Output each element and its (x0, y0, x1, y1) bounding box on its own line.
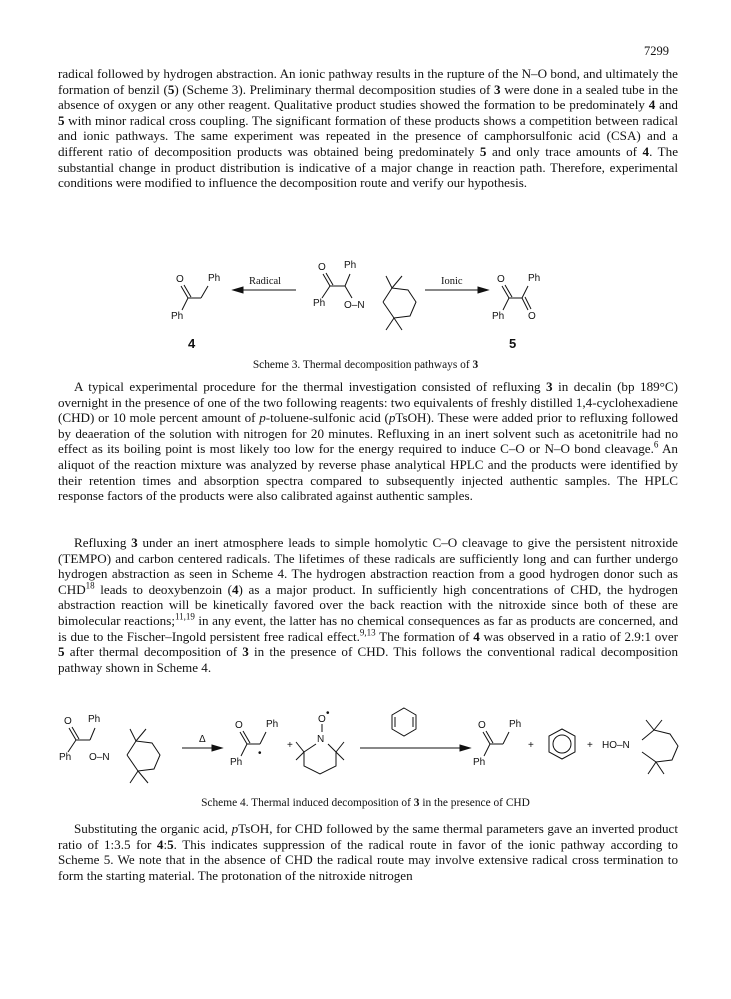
delta-label: Δ (199, 734, 206, 745)
svg-text:O: O (528, 311, 536, 322)
ionic-label: Ionic (441, 276, 463, 287)
svg-text:O: O (235, 720, 243, 731)
cyclohexadiene-icon (392, 708, 416, 736)
scheme-4-diagram (0, 700, 731, 790)
svg-text:O: O (497, 274, 505, 285)
svg-text:Ph: Ph (208, 273, 221, 284)
svg-text:O: O (64, 716, 72, 727)
svg-text:O: O (478, 720, 486, 731)
svg-text:Ph: Ph (344, 260, 357, 271)
benzene-icon (549, 729, 575, 759)
svg-text:O–N: O–N (344, 300, 365, 311)
tempo-radical (296, 708, 344, 774)
svg-text:Ph: Ph (59, 752, 72, 763)
svg-text:+: + (287, 740, 293, 751)
paragraph-3: Refluxing 3 under an inert atmosphere leads to simple homolytic C–O cleavage to give the persistent nitroxide (TEMPO) and carbon centered radicals. The lifetimes of these radicals are sufficiently long and can further undergo hydrogen abstraction as seen in Scheme 4. The hydrogen abstraction reaction from a good hydrogen donor such as CHD$^{18}$ leads to deoxybenzoin (4) as a major product. In sufficiently high concentrations of CHD, the hydrogen abstraction reaction will be kinetically favored over the back reaction with the nitroxide since both of these are bimolecular reactions;$^{11,19}$ in any event, the latter has no chemical consequences as far as products are concerned, and is due to the Fischer–Ingold persistent free radical effect.$^{9,13}$ The formation of 4 was observed in a ratio of 2.9:1 over 5 after thermal decomposition of 3 in the presence of CHD. This follows the conventional radical decomposition pathway shown in Scheme 4. (58, 535, 678, 675)
svg-text:Ph: Ph (473, 757, 486, 768)
compound-4-label: 4 (188, 336, 196, 351)
compound-5-structure (492, 273, 540, 351)
svg-text:Ph: Ph (313, 298, 326, 309)
compound-5-label: 5 (509, 336, 517, 351)
scheme-4-compound-3 (59, 714, 160, 783)
svg-text:Ph: Ph (492, 311, 505, 322)
svg-text:O: O (318, 714, 326, 725)
svg-text:•: • (326, 708, 330, 719)
tempo-h (602, 720, 678, 774)
svg-text:O–N: O–N (89, 752, 110, 763)
svg-text:•: • (258, 748, 262, 759)
carbon-radical (230, 719, 278, 768)
svg-text:Ph: Ph (230, 757, 243, 768)
compound-3-structure (313, 260, 416, 330)
svg-text:Ph: Ph (509, 719, 522, 730)
scheme-4-compound-4 (473, 719, 521, 768)
scheme-3-diagram (0, 250, 731, 360)
svg-text:Ph: Ph (171, 311, 184, 322)
scheme-4-caption: Scheme 4. Thermal induced decomposition of 3 in the presence of CHD (201, 797, 530, 809)
svg-text:Ph: Ph (88, 714, 101, 725)
paragraph-2: A typical experimental procedure for the thermal investigation consisted of refluxing 3 in decalin (bp 189°C) overnight in the presence of one of the two following reagents: two equivalents of freshly distilled 1,4-cyclohexadiene (CHD) or 10 mole percent amount of p-toluene-sulfonic acid (pTsOH). These were added prior to refluxing followed by deaeration of the solution with nitrogen for 20 minutes. Refluxing in an inert solvent such as acetonitrile had no effect as its boiling point is most likely too low for the energy required to induce C–O or N–O bond cleavage.$^6$ An aliquot of the reaction mixture was analyzed by reverse phase analytical HPLC and the products were identified by their retention times and absorption spectra compared to subsequently injected authentic samples. The HPLC response factors of the products were also calibrated against authentic samples. (58, 379, 679, 504)
paragraph-1: radical followed by hydrogen abstraction. An ionic pathway results in the rupture of the N–O bond, and ultimately the formation of benzil (5) (Scheme 3). Preliminary thermal decomposition studies of 3 were done in a sealed tube in the absence of oxygen or any other reagent. Qualitative product studies showed the formation to be predominately 4 and 5 with minor radical cross coupling. The significant formation of these products shows a competition between radical and ionic pathways. The same experiment was repeated in the presence of camphorsulfonic acid (CSA) and a different ratio of decomposition products was obtained being predominately 5 and only trace amounts of 4. The substantial change in product distribution is indicative of a major change in reaction path. Therefore, experimental conditions were modified to influence the decomposition route and verify our hypothesis. (58, 66, 679, 191)
svg-text:Ph: Ph (266, 719, 279, 730)
paragraph-4: Substituting the organic acid, pTsOH, for CHD followed by the same thermal parameters gave an inverted product ratio of 1:3.5 for 4:5. This indicates suppression of the radical route in favor of the ionic pathway according to Scheme 5. We note that in the absence of CHD the radical route may involve extensive radical cross termination to form the starting material. The protonation of the nitroxide nitrogen (58, 821, 679, 883)
svg-text:HO–N: HO–N (602, 740, 630, 751)
svg-text:+: + (528, 740, 534, 751)
svg-text:+: + (587, 740, 593, 751)
compound-4-structure (171, 273, 220, 351)
svg-text:O: O (318, 262, 326, 273)
page-number: 7299 (644, 44, 669, 58)
svg-text:N: N (317, 734, 325, 745)
svg-text:Ph: Ph (528, 273, 541, 284)
scheme-3-caption: Scheme 3. Thermal decomposition pathways of 3 (252, 359, 479, 371)
radical-label: Radical (249, 276, 282, 287)
svg-text:O: O (176, 274, 184, 285)
